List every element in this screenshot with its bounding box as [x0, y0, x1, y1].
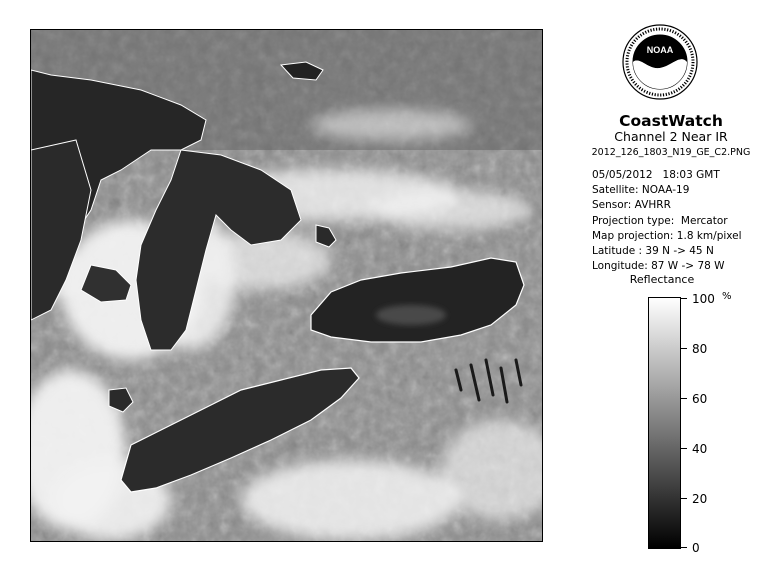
satellite-image — [30, 29, 543, 542]
latitude-range: Latitude : 39 N -> 45 N — [592, 244, 714, 257]
satellite: Satellite: NOAA-19 — [592, 184, 690, 197]
metadata-panel — [592, 168, 742, 274]
channel-label: Channel 2 Near IR — [614, 129, 728, 144]
noaa-logo-graphic — [622, 24, 698, 100]
colorbar-tick — [681, 298, 687, 299]
logo-text: NOAA — [646, 45, 674, 55]
colorbar-tick — [681, 448, 687, 449]
colorbar-tick — [681, 348, 687, 349]
colorbar — [648, 297, 681, 549]
colorbar-tick-label: 0 — [692, 541, 700, 555]
map-projection: Map projection: 1.8 km/pixel — [592, 229, 742, 242]
page-title: CoastWatch — [619, 112, 723, 130]
colorbar-unit: % — [722, 291, 732, 302]
projection-type: Projection type: Mercator — [592, 214, 728, 227]
colorbar-tick — [681, 498, 687, 499]
colorbar-tick-label: 20 — [692, 492, 708, 506]
sensor: Sensor: AVHRR — [592, 199, 671, 212]
noaa-logo — [622, 24, 698, 100]
colorbar-label: Reflectance — [629, 273, 695, 286]
colorbar-tick — [681, 398, 687, 399]
colorbar-tick — [681, 547, 687, 548]
file-name: 2012_126_1803_N19_GE_C2.PNG — [591, 147, 751, 158]
colorbar-tick-label: 100 — [692, 292, 715, 306]
satellite-scene — [31, 30, 543, 542]
longitude-range: Longitude: 87 W -> 78 W — [592, 260, 725, 273]
colorbar-tick-label: 80 — [692, 342, 708, 356]
colorbar-tick-label: 60 — [692, 392, 708, 406]
colorbar-tick-label: 40 — [692, 442, 708, 456]
datetime: 05/05/2012 18:03 GMT — [592, 169, 720, 181]
